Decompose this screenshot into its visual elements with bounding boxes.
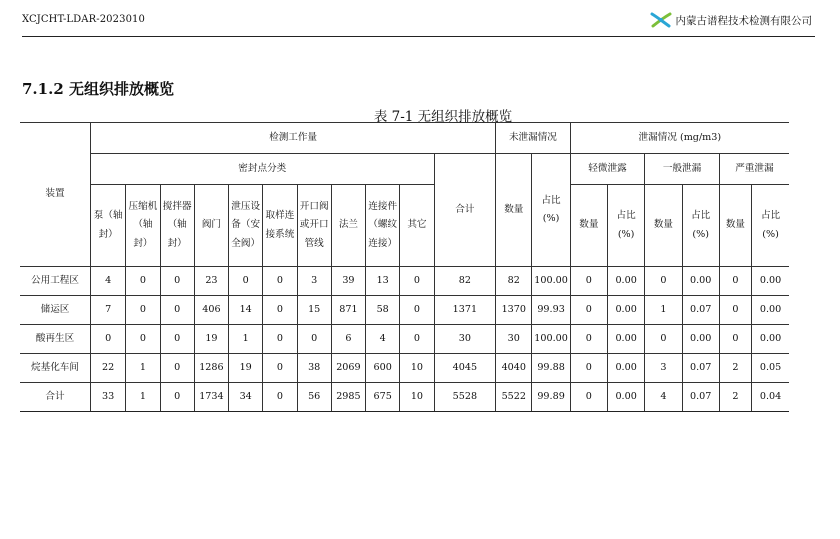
header-general-count: 数量 (645, 185, 682, 267)
header-detection-work: 检测工作量 (91, 123, 496, 154)
table-cell: 4 (91, 267, 126, 296)
table-cell: 0 (91, 325, 126, 354)
company-header (650, 11, 813, 29)
table-cell: 14 (229, 296, 263, 325)
header-general-ratio: 占比 (%) (682, 185, 719, 267)
table-cell: 3 (297, 267, 331, 296)
table-cell: 0 (645, 325, 682, 354)
table-cell: 38 (297, 354, 331, 383)
table-cell: 30 (496, 325, 532, 354)
table-cell: 56 (297, 383, 331, 412)
table-cell: 5528 (434, 383, 496, 412)
table-cell: 30 (434, 325, 496, 354)
company-logo-icon (650, 11, 672, 29)
header-seal-sampling: 取样连 接系统 (263, 185, 297, 267)
table-cell: 4045 (434, 354, 496, 383)
table-cell: 0.00 (607, 267, 644, 296)
table-cell: 0 (263, 267, 297, 296)
header-serious-leak: 严重泄漏 (719, 154, 789, 185)
header-seal-flange: 法兰 (331, 185, 365, 267)
header-seal-other: 其它 (400, 185, 434, 267)
table-row (20, 267, 789, 296)
header-general-leak: 一般泄漏 (645, 154, 720, 185)
table-body (20, 267, 789, 412)
row-label: 合计 (20, 383, 91, 412)
table-cell: 0 (570, 267, 607, 296)
company-name: 内蒙古谱程技术检测有限公司 (675, 14, 812, 27)
table-cell: 23 (194, 267, 228, 296)
table-cell: 0 (719, 267, 751, 296)
table-cell: 15 (297, 296, 331, 325)
table-cell: 99.88 (532, 354, 570, 383)
table-row (20, 296, 789, 325)
table-cell: 406 (194, 296, 228, 325)
table-cell: 0.00 (607, 354, 644, 383)
table-cell: 0 (160, 354, 194, 383)
table-cell: 3 (645, 354, 682, 383)
table-cell: 99.93 (532, 296, 570, 325)
table-row (20, 354, 789, 383)
header-seal-compressor: 压缩机 （轴 封） (126, 185, 160, 267)
header-light-count: 数量 (570, 185, 607, 267)
table-cell: 0 (126, 267, 160, 296)
table-cell: 0.00 (682, 325, 719, 354)
section-title: 7.1.2 无组织排放概览 (22, 80, 174, 98)
table-cell: 2985 (331, 383, 365, 412)
table-cell: 99.89 (532, 383, 570, 412)
table-cell: 82 (434, 267, 496, 296)
table-cell: 100.00 (532, 267, 570, 296)
table-cell: 58 (366, 296, 400, 325)
row-label: 烷基化车间 (20, 354, 91, 383)
header-no-leak-count: 数量 (496, 154, 532, 267)
table-cell: 0 (263, 296, 297, 325)
row-label: 储运区 (20, 296, 91, 325)
table-cell: 4 (645, 383, 682, 412)
table-cell: 1734 (194, 383, 228, 412)
table-row (20, 325, 789, 354)
table-cell: 0.00 (752, 267, 789, 296)
table-cell: 1370 (496, 296, 532, 325)
table-cell: 0 (400, 296, 434, 325)
document-code: XCJCHT-LDAR-2023010 (22, 14, 145, 25)
header-seal-category: 密封点分类 (91, 154, 435, 185)
table-cell: 0 (160, 296, 194, 325)
header-device: 装置 (20, 123, 91, 267)
table-cell: 600 (366, 354, 400, 383)
table-cell: 0 (126, 325, 160, 354)
table-cell: 0 (263, 383, 297, 412)
table-cell: 0.00 (682, 267, 719, 296)
table-cell: 1286 (194, 354, 228, 383)
table-cell: 0 (570, 296, 607, 325)
table-cell: 7 (91, 296, 126, 325)
table-cell: 871 (331, 296, 365, 325)
table-cell: 0 (719, 325, 751, 354)
header-light-leak: 轻微泄露 (570, 154, 645, 185)
table-cell: 0.00 (607, 325, 644, 354)
header-no-leak: 未泄漏情况 (496, 123, 571, 154)
table-cell: 1 (645, 296, 682, 325)
table-cell: 0.04 (752, 383, 789, 412)
header-serious-ratio: 占比 (%) (752, 185, 789, 267)
table-cell: 13 (366, 267, 400, 296)
table-caption-title: 无组织排放概览 (417, 109, 513, 125)
table-cell: 34 (229, 383, 263, 412)
row-label: 公用工程区 (20, 267, 91, 296)
emission-overview-table (20, 122, 789, 412)
table-cell: 0.05 (752, 354, 789, 383)
header-no-leak-ratio: 占比 (%) (532, 154, 570, 267)
header-divider (22, 36, 815, 37)
table-cell: 0.00 (607, 296, 644, 325)
table-cell: 19 (229, 354, 263, 383)
table-cell: 0.00 (607, 383, 644, 412)
header-leak-status: 泄漏情况 (mg/m3) (570, 123, 789, 154)
table-cell: 0 (719, 296, 751, 325)
table-cell: 0 (570, 383, 607, 412)
table-cell: 0 (400, 325, 434, 354)
table-cell: 33 (91, 383, 126, 412)
table-cell: 0 (160, 267, 194, 296)
table-cell: 39 (331, 267, 365, 296)
table-cell: 675 (366, 383, 400, 412)
table-cell: 10 (400, 354, 434, 383)
table-cell: 4040 (496, 354, 532, 383)
header-light-ratio: 占比 (%) (607, 185, 644, 267)
table-cell: 0.07 (682, 296, 719, 325)
table-cell: 0.00 (752, 325, 789, 354)
table-cell: 0 (570, 354, 607, 383)
table-cell: 0 (229, 267, 263, 296)
table-cell: 5522 (496, 383, 532, 412)
table-cell: 0.07 (682, 354, 719, 383)
table-cell: 2069 (331, 354, 365, 383)
table-cell: 19 (194, 325, 228, 354)
table-cell: 4 (366, 325, 400, 354)
table-cell: 0 (400, 267, 434, 296)
table-cell: 82 (496, 267, 532, 296)
table-cell: 6 (331, 325, 365, 354)
table-cell: 2 (719, 383, 751, 412)
table-cell: 1 (126, 354, 160, 383)
table-cell: 0 (160, 383, 194, 412)
header-seal-relief-device: 泄压设 备（安 全阀） (229, 185, 263, 267)
table-cell: 0.07 (682, 383, 719, 412)
header-total: 合计 (434, 154, 496, 267)
table-cell: 100.00 (532, 325, 570, 354)
table-cell: 1 (126, 383, 160, 412)
table-row (20, 383, 789, 412)
table-caption-label: 表 7-1 (373, 109, 414, 125)
header-seal-agitator: 搅拌器 （轴 封） (160, 185, 194, 267)
header-seal-pump: 泵（轴 封） (91, 185, 126, 267)
table-cell: 0 (645, 267, 682, 296)
table-cell: 0 (297, 325, 331, 354)
table-cell: 1 (229, 325, 263, 354)
header-seal-open-line: 开口阀 或开口 管线 (297, 185, 331, 267)
table-cell: 0 (126, 296, 160, 325)
header-serious-count: 数量 (719, 185, 751, 267)
table-cell: 22 (91, 354, 126, 383)
table-cell: 0 (160, 325, 194, 354)
table-cell: 10 (400, 383, 434, 412)
table-cell: 1371 (434, 296, 496, 325)
table-cell: 0 (263, 354, 297, 383)
table-cell: 0.00 (752, 296, 789, 325)
table-cell: 0 (570, 325, 607, 354)
row-label: 酸再生区 (20, 325, 91, 354)
header-seal-valve: 阀门 (194, 185, 228, 267)
header-seal-connector: 连接件 （螺纹 连接） (366, 185, 400, 267)
table-cell: 0 (263, 325, 297, 354)
table-cell: 2 (719, 354, 751, 383)
